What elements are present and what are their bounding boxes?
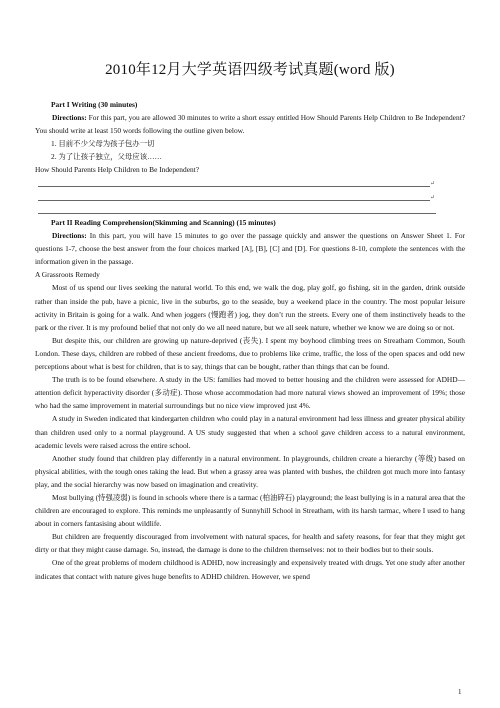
passage-paragraph-4: A study in Sweden indicated that kindergarten children who could play in a natural environment had less illness and greater physical ability than children used only to a normal playground. A US study suggested that when a school gave children access to a natural environment, academic levels were raised across the entire school. [35,414,465,450]
part1-section [35,98,465,177]
document-title: 2010年12月大学英语四级考试真题(word 版) [105,62,395,78]
passage-title: A Grassroots Remedy [35,270,100,280]
outline-item-2: 2. 为了让孩子独立，父母应该…… [51,152,162,162]
passage-paragraph-2: But despite this, our children are growing up nature-deprived (丧失). I spent my boyhood climbing trees on Streatham Common, South London. These days, children are robbed of these ancient freedoms, due to problems like crime, traffic, the loss of the open spaces and odd new perceptions about what is best for children, that is to say, things that can be bought, rather than things that can be found. [35,335,465,372]
part1-directions-label: Directions: [52,113,87,123]
essay-title: How Should Parents Help Children to Be Independent? [35,165,200,175]
part2-heading: Part II Reading Comprehension(Skimming and Scanning) (15 minutes) [51,218,276,227]
part2-directions-label: Directions: [52,231,87,241]
writing-line-3 [38,213,436,214]
writing-line-1 [38,186,430,187]
line-end-mark-2: ↵ [430,195,436,201]
passage-paragraph-1: Most of us spend our lives seeking the natural world. To this end, we walk the dog, play golf, go fishing, sit in the garden, drink outside rather than inside the pub, have a picnic, live in the suburbs, go to the seaside, buy a weekend place in the country. The most popular leisure activity in Britain is going for a walk. And when joggers (慢跑者) jog, they don’t run the streets. Every one of them instinctively heads to the park or the river. It is my profound belief that not only do we all need nature, but we all seek nature, whether we know we are doing so or not. [35,283,465,332]
part1-directions-text: For this part, you are allowed 30 minutes to write a short essay entitled How Should Parents Help Children to Be Independent? You should write at least 150 words following the outline given below. [35,113,465,136]
passage-paragraph-5: Another study found that children play differently in a natural environment. In playgrounds, children create a hierarchy (等级) based on physical abilities, with the tough ones taking the lead. But when a grassy area was planted with bushes, the children got much more into fantasy play, and the social hierarchy was now based on imagination and creativity. [35,453,465,489]
passage-paragraph-3: The truth is to be found elsewhere. A study in the US: families had moved to better housing and the children were assessed for ADHD—attention deficit hyperactivity disorder (多动症). Those whose accommodation had more natural views showed an improvement of 19%; those who had the same improvement in material surroundings but no nice view improved just 4%. [35,375,465,411]
page-number: 1 [458,688,462,696]
part1-directions [35,111,465,137]
passage-paragraph-7: But children are frequently discouraged from involvement with natural spaces, for health and safety reasons, for fear that they might get dirty or that they might cause damage. So, instead, the damage is done to the children themselves: not to their bodies but to their souls. [35,532,465,555]
outline-item-1: 1. 目前不少父母为孩子包办一切 [51,139,155,149]
part2-directions-text: In this part, you will have 15 minutes to go over the passage quickly and answer the questions on Answer Sheet 1. For questions 1-7, choose the best answer from the four choices marked [A], [B], [C] and [D]. For questions 8-10, complete the sentences with the information given in the passage. [35,231,465,267]
line-end-mark-1: ↵ [430,181,436,187]
part1-heading: Part I Writing (30 minutes) [51,100,138,109]
passage-paragraph-8: One of the great problems of modern childhood is ADHD, now increasingly and expensively treated with drugs. Yet one study after another indicates that contact with nature gives huge benefits to ADHD children. However, we spend [35,558,465,581]
writing-line-2 [38,200,430,201]
part2-directions [35,229,465,268]
passage-paragraph-6: Most bullying (恃强凌弱) is found in schools where there is a tarmac (柏油碎石) playground; the least bullying is in a natural area that the children are encouraged to explore. This reminds me unpleasantly of Sunnyhill School in Streatham, with its harsh tarmac, where I used to hang about in corners fantasising about wildlife. [35,492,465,529]
part2-section [35,216,465,583]
